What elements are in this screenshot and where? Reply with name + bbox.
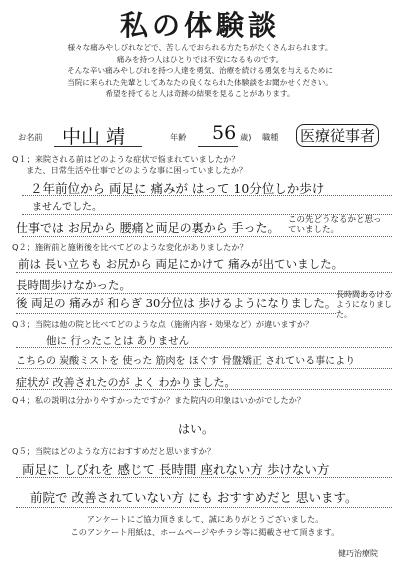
q1-answer-3: 仕事では お尻から 腰痛と両足の裏から 手った。	[16, 221, 280, 235]
age-value: 56	[212, 122, 237, 144]
q2-answer-4: 長時間あるけるようになりました。	[336, 290, 392, 319]
q5-answer-1: 両足に しびれを 感じて 長時間 座れない方 歩けない方	[22, 462, 330, 477]
age-underline	[198, 146, 238, 147]
q5-answer-2: 前院で 改善されていない方 にも おすすめだと 思います。	[30, 490, 358, 505]
job-value: 医療従事者	[296, 124, 379, 147]
q5-question: Q５；当院はどのような方におすすめだと思いますか？	[12, 446, 216, 456]
q3-answer-1: 他に 行ったことは ありません	[46, 335, 190, 347]
q3-answer-2: こちらの 炭酸ミストを 使った 筋肉を ほぐす 骨盤矯正 されている事により	[16, 356, 356, 367]
name-label: お名前	[18, 132, 43, 142]
q4-question: Q４；私の説明は分かりやすかったですか？また院内の印象はいかがでしたか？	[12, 395, 306, 405]
q2-answer-1: 前は 長い立ちも お尻から 両足にかけて 痛みが出ていました。	[18, 257, 344, 271]
intro-text	[20, 42, 380, 100]
clinic-name: 健巧治療院	[338, 549, 378, 558]
q4-answer: はい。	[178, 422, 215, 436]
q1-answer-4: この先どうなるかと思っていました。	[288, 215, 382, 235]
name-value: 中山 靖	[62, 126, 126, 148]
q3-answer-3: 症状が 改善されたのが よく わかりました。	[16, 376, 236, 389]
job-label: 職種	[262, 132, 279, 142]
footer-thanks: アンケートにご協力頂きまして、誠にありがとうございました。	[86, 514, 324, 524]
q1-answer-2: ませんでした。	[32, 202, 102, 213]
intro-line: そんな辛い痛みやしびれを持つ人達を勇気、治療を続ける勇気を与えるために	[67, 66, 333, 75]
intro-line: 当院に来られた先輩としてあなたの良くなられた体験談をお聞かせください。	[67, 77, 333, 87]
page-title: 私の体験談	[119, 9, 280, 42]
q3-question: Q３；当院は他の院と比べてどのような点（施術内容・効果など）が違いますか？	[12, 319, 314, 329]
q2-question: Q２；施術前と施術後を比べてどのような変化がありましたか？	[12, 242, 248, 252]
age-unit: 歳)	[240, 132, 252, 142]
q2-answer-2: 長時間歩けなかった。	[16, 278, 131, 292]
intro-line: 様々な痛みやしびれなどで、苦しんでおられる方たちがたくさんおられます。	[67, 43, 333, 52]
q1-answer-1: ２年前位から 両足に 痛みが はって 10分位しか歩け	[30, 181, 325, 196]
q1-question-1: Q１；来院される前はどのような症状で悩まれていましたか？	[12, 154, 240, 164]
footer-notice: このアンケート用紙は、ホームページやチラシ等に掲載させて頂きます。	[70, 527, 340, 537]
q1-question-2: また、日常生活や仕事でどのような事に困っていましたか？	[26, 165, 248, 175]
intro-line: 希望を持てると人は奇跡の結果を見ることがあります。	[105, 89, 295, 98]
q2-answer-3: 後 両足の 痛みが 和らぎ 30分位は 歩けるようになりました。	[16, 296, 337, 310]
name-underline	[54, 146, 142, 147]
intro-line: 痛みを持つ人はひとりでは不安になるものです。	[116, 54, 284, 64]
age-label: 年齢	[170, 132, 187, 142]
